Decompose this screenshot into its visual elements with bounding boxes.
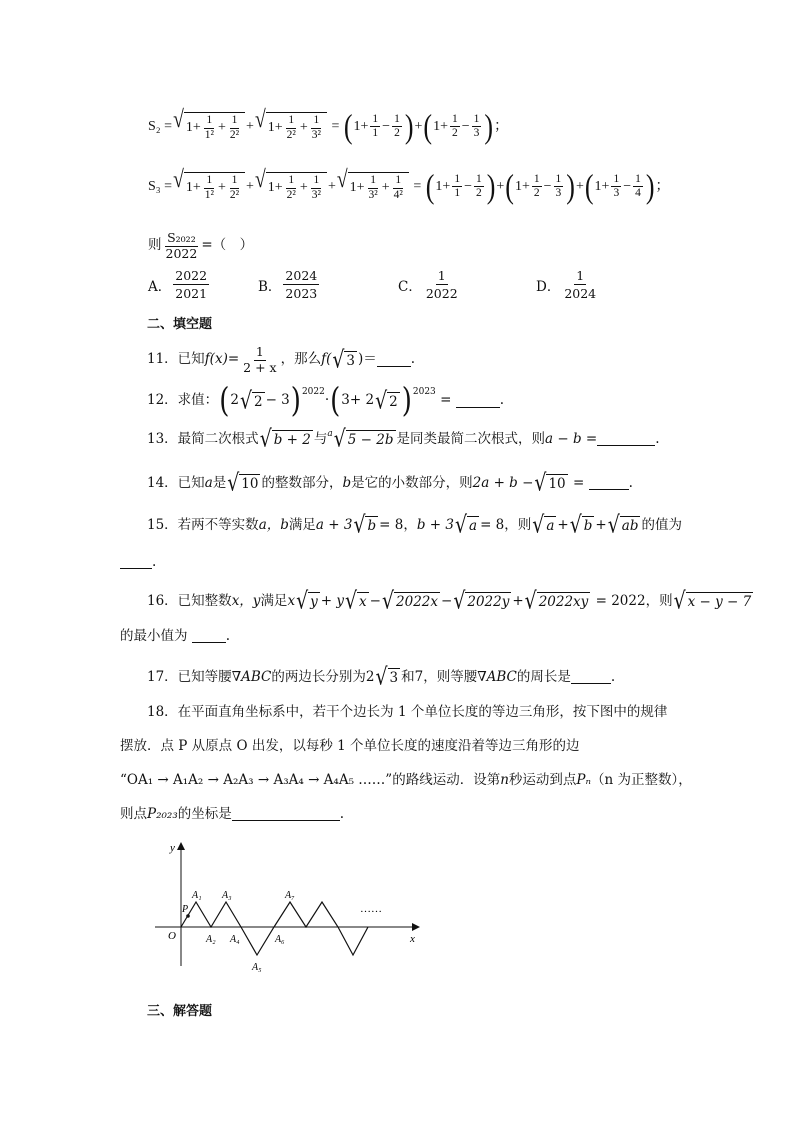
q18-line-4: 则点 P₂₀₂₃ 的坐标是 . [120, 806, 345, 822]
label-a2: A₂ [206, 934, 216, 945]
s3-root-3: √ 1+ $\frac{1}{\text{3²}}$ + $\frac{1}{\text{4²}}$ [337, 172, 409, 201]
q17: 17．已知等腰 ∇ABC 的两边长分别为 2 √ 3 和 7 ，则等腰 ∇ABC 的周长是 . [147, 663, 616, 691]
origin-label: O [168, 930, 176, 942]
s2-root-2: √ 1+ $\frac{1}{\text{2²}}$ + $\frac{1}{\text{3²}}$ [255, 112, 327, 141]
q10-stem [148, 232, 754, 260]
s2-label: S₂ = [148, 118, 173, 134]
q17-answer-blank[interactable] [571, 671, 611, 684]
q16: 16．已知整数 x，y 满足 x √ y + y √ x − √ 2022x − √ 2022y + √ 2022xy = 2022 ，则 √ x − y − 7 [147, 587, 752, 615]
q10-fraction: $\frac{\text{S₂₀₂₂}}{2022}$ [165, 230, 198, 261]
q18-answer-blank[interactable] [232, 808, 340, 821]
label-a7: A₇ [285, 890, 295, 901]
q14-answer-blank[interactable] [589, 477, 629, 490]
q15-answer-line: . [120, 556, 754, 570]
q18-line-1: 18．在平面直角坐标系中，若干个边长为 1 个单位长度的等边三角形，按下图中的规律 [147, 704, 668, 720]
section-heading-fill-blank: 二、填空题 [147, 317, 213, 332]
q12: 12．求值： ( 2 √ 2 − 3 ) $^{2022}$ · ( 3+ 2 √ 2 ) $^{2023}$ = . [147, 381, 504, 421]
x-axis-label: x [410, 933, 415, 945]
s3-root-2: √ 1+ $\frac{1}{\text{2²}}$ + $\frac{1}{\text{3²}}$ [255, 172, 327, 201]
s2-root-1: √ 1+ $\frac{1}{\text{1²}}$ + $\frac{1}{\text{2²}}$ [173, 112, 245, 141]
label-a3: A₃ [222, 890, 232, 901]
q10-prefix: 则 [148, 237, 162, 254]
q12-answer-blank[interactable] [456, 395, 500, 408]
q16-line-2: 的最小值为 . [120, 628, 231, 644]
q16-answer-blank[interactable] [192, 630, 226, 643]
q11-answer-blank[interactable] [377, 354, 411, 367]
label-a5: A₅ [252, 962, 262, 973]
q15: 15．若两不等实数 a，b 满足 a + 3 √ b = 8 ， b + 3 √ a = 8 ，则 √ a + √ b + √ ab 的值为 [147, 511, 682, 539]
s3-label: S₃ = [148, 178, 173, 194]
q18-line-3: “OA₁ → A₁A₂ → A₂A₃ → A₃A₄ → A₄A₅ ……”的路线运动．设第 n 秒运动到点 Pₙ （n 为正整数）， [120, 772, 692, 788]
q15-answer-blank[interactable] [120, 556, 152, 569]
label-a4: A₄ [230, 934, 240, 945]
q18-line-2: 摆放．点 P 从原点 O 出发，以每秒 1 个单位长度的速度沿着等边三角形的边 [120, 738, 580, 754]
s2-equation: S₂ = √ 1+ $\frac{1}{\text{1²}}$ + $\frac{1}{\text{2²}}$ + √ 1+ $\frac{1}{\text{2²}}$ + $\frac{1}{\text{3²}}$ = ( 1+ $\frac{1}{1}$ − $\frac{1}{2}$ ) + ( 1+ $\frac{1}{2}$ − $\frac{1}{3}$ ) ； [148, 107, 509, 145]
label-a1: A₁ [192, 890, 202, 901]
q10-option-a[interactable]: A． $\frac{2022}{2021}$ [148, 268, 208, 301]
q11: 11．已知 f(x) = $\frac{1}{2 + x}$ ，那么 f( √ 3 )＝ . [147, 344, 416, 375]
q10-suffix: =（ ） [201, 237, 254, 254]
section-heading-answer-questions: 三、解答题 [147, 1004, 213, 1019]
q10-option-b[interactable]: B． $\frac{2024}{2023}$ [258, 268, 318, 301]
y-axis-label: y [170, 842, 175, 854]
q13: 13．最简二次根式 √ b + 2 与 $^a$ √ 5 − 2b 是同类最简二次根式，则 a − b = . [147, 425, 660, 453]
point-p-label: P [182, 904, 189, 915]
zigzag-triangle-figure [150, 838, 430, 978]
continuation-dots: …… [360, 903, 382, 915]
s3-root-1: √ 1+ $\frac{1}{\text{1²}}$ + $\frac{1}{\text{2²}}$ [173, 172, 245, 201]
q10-option-c[interactable]: C． $\frac{1}{2022}$ [398, 268, 458, 301]
label-a6: A₆ [275, 934, 285, 945]
q14: 14．已知 a 是 √ 10 的整数部分， b 是它的小数部分，则 2a + b − √ 10 = . [147, 469, 633, 497]
s3-equation: S₃ = √ 1+ $\frac{1}{\text{1²}}$ + $\frac{1}{\text{2²}}$ + √ 1+ $\frac{1}{\text{2²}}$ + $\frac{1}{\text{3²}}$ + √ 1+ $\frac{1}{\text{3²}}$ + $\frac{1}{\text{4²}}$ = ( 1+ $\frac{1}{1}$ − $\frac{1}{2}$ ) + ( 1+ $\frac{1}{2}$ − $\frac{1}{3}$ ) + ( 1+ $\frac{1}{3}$ − $\frac{1}{4}$ ) ； [148, 167, 670, 205]
q10-option-d[interactable]: D． $\frac{1}{2024}$ [536, 268, 597, 301]
zigzag-path [181, 902, 368, 955]
q13-answer-blank[interactable] [597, 433, 655, 446]
